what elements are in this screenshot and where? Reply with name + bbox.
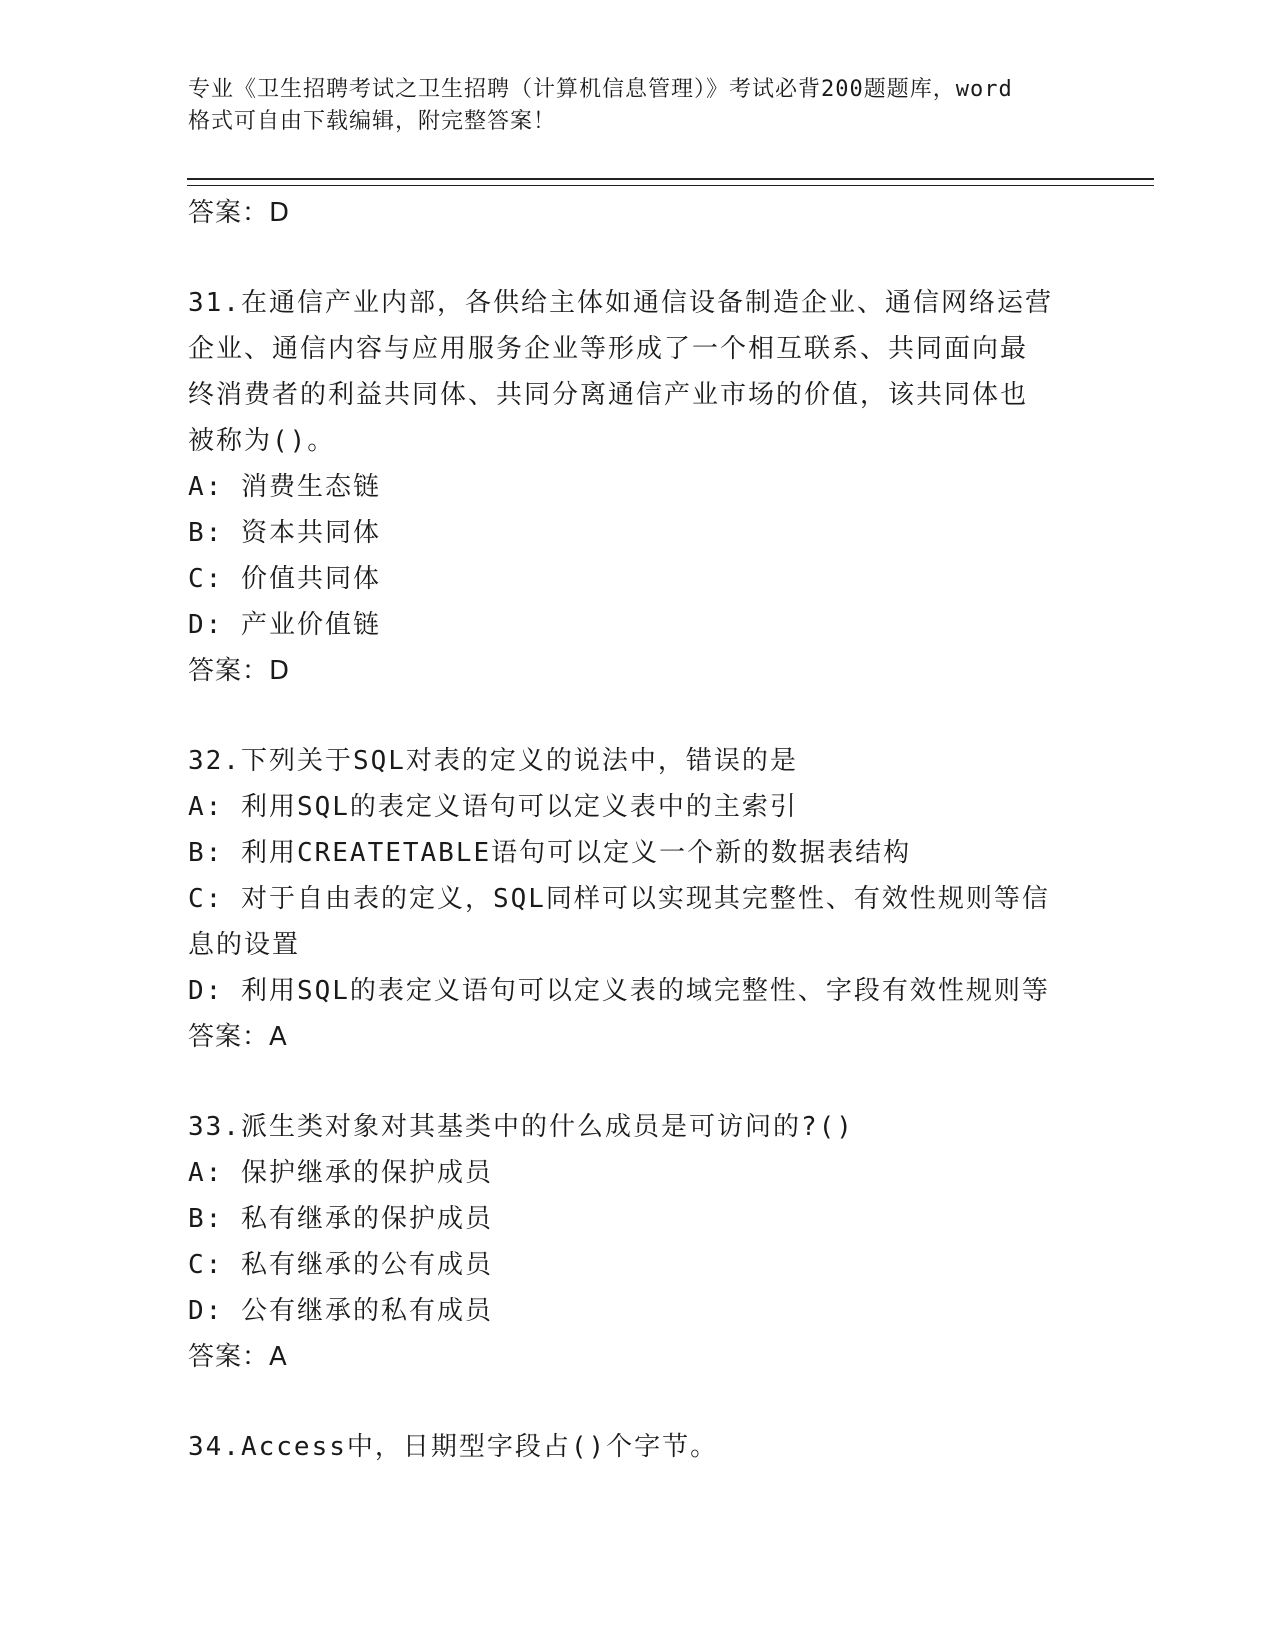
answer-31: 答案：D: [188, 656, 291, 686]
header-line-1: 专业《卫生招聘考试之卫生招聘（计算机信息管理）》考试必背200题题库，word: [188, 77, 1013, 102]
question-31: [188, 280, 1088, 694]
option-d: D: 产业价值链: [188, 610, 381, 640]
option-b: B: 资本共同体: [188, 518, 381, 548]
answer-33: 答案：A: [188, 1342, 288, 1372]
question-text-line: 终消费者的利益共同体、共同分离通信产业市场的价值，该共同体也: [188, 380, 1029, 410]
option-c-continued: 息的设置: [188, 930, 301, 960]
option-c: C: 价值共同体: [188, 564, 381, 594]
option-d: D: 公有继承的私有成员: [188, 1296, 493, 1326]
question-text-line: 31.在通信产业内部，各供给主体如通信设备制造企业、通信网络运营: [188, 288, 1053, 318]
option-b: B: 私有继承的保护成员: [188, 1204, 493, 1234]
option-c: C: 私有继承的公有成员: [188, 1250, 493, 1280]
document-header: [188, 74, 1088, 138]
option-a: A: 消费生态链: [188, 472, 381, 502]
option-a: A: 保护继承的保护成员: [188, 1158, 493, 1188]
question-text-line: 被称为()。: [188, 426, 336, 456]
question-34: [188, 1424, 1088, 1470]
answer-32: 答案：A: [188, 1022, 288, 1052]
question-text-line: 32.下列关于SQL对表的定义的说法中，错误的是: [188, 746, 798, 776]
option-c: C: 对于自由表的定义，SQL同样可以实现其完整性、有效性规则等信: [188, 884, 1050, 914]
option-d: D: 利用SQL的表定义语句可以定义表的域完整性、字段有效性规则等: [188, 976, 1050, 1006]
question-text-line: 34.Access中，日期型字段占()个字节。: [188, 1432, 719, 1462]
answer-prev: 答案：D: [188, 198, 291, 228]
header-line-2: 格式可自由下载编辑，附完整答案！: [188, 109, 557, 134]
question-33: [188, 1104, 1088, 1380]
option-b: B: 利用CREATETABLE语句可以定义一个新的数据表结构: [188, 838, 912, 868]
option-a: A: 利用SQL的表定义语句可以定义表中的主索引: [188, 792, 798, 822]
question-32: [188, 738, 1088, 1060]
question-text-line: 33.派生类对象对其基类中的什么成员是可访问的?(): [188, 1112, 854, 1142]
header-divider: [187, 178, 1154, 186]
document-body: [188, 190, 1088, 1470]
question-text-line: 企业、通信内容与应用服务企业等形成了一个相互联系、共同面向最: [188, 334, 1029, 364]
